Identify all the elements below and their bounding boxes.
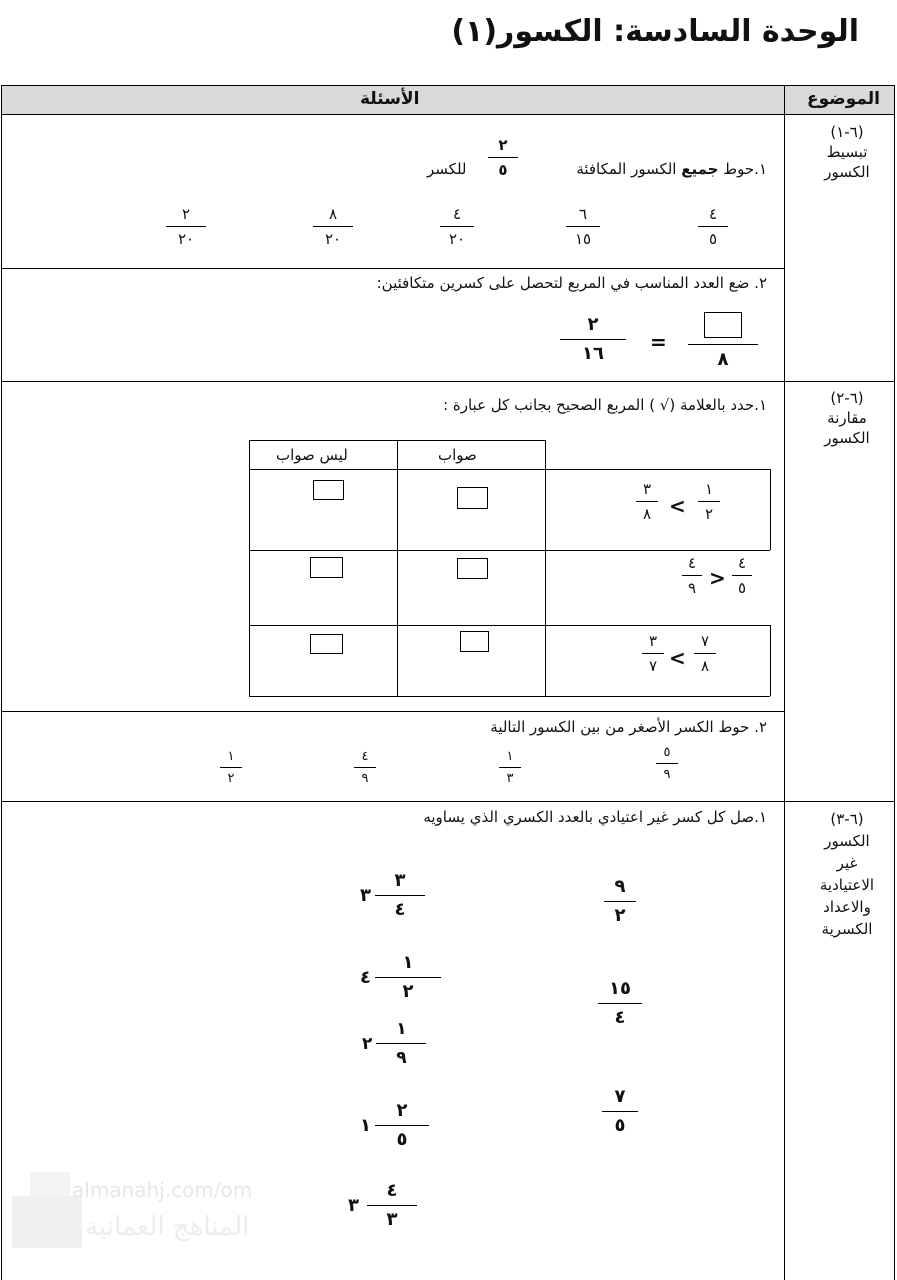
topic-code: (٦-١): [830, 123, 864, 141]
topic-line: تبسيط: [826, 143, 868, 161]
false-checkbox[interactable]: [313, 480, 344, 500]
q1-1-suffix: للكسر: [427, 160, 467, 178]
col-true-header: صواب: [438, 446, 477, 464]
page-title: الوحدة السادسة: الكسور(١): [451, 14, 859, 49]
option-fraction[interactable]: ٢ ٢٠: [166, 205, 206, 248]
compare-a: ١ ٢: [698, 480, 720, 523]
option-fraction[interactable]: ١ ٢: [220, 749, 242, 786]
topic-line: الاعتيادية: [819, 876, 875, 894]
grid-line: [249, 696, 770, 697]
compare-operator: <: [669, 646, 686, 670]
grid-line: [249, 440, 250, 696]
grid-line: [770, 469, 771, 550]
table-border-right: [894, 85, 895, 1280]
option-fraction[interactable]: ٥ ٩: [656, 745, 678, 782]
topic-cell-1: [808, 122, 886, 182]
watermark-name: المناهج العمانية: [85, 1212, 250, 1242]
col-false-header: ليس صواب: [276, 446, 348, 464]
option-fraction[interactable]: ٤ ٢٠: [440, 205, 474, 248]
mixed-number[interactable]: ٣ ٣ ٤: [360, 870, 425, 921]
grid-line: [249, 469, 770, 470]
q2-1-text: ١.حدد بالعلامة (√ ) المربع الصحيح بجانب كل عبارة :: [443, 396, 767, 414]
grid-line: [249, 550, 770, 551]
table-border-left: [1, 85, 2, 1280]
section-divider: [1, 801, 895, 802]
mixed-number[interactable]: ٣ ٤ ٣: [348, 1180, 417, 1231]
compare-operator: <: [669, 494, 686, 518]
q1-1-text: ١.حوط جميع الكسور المكافئة: [576, 160, 767, 178]
topic-column-divider: [784, 85, 785, 1280]
topic-cell-3: [808, 808, 886, 940]
compare-b: ٣ ٧: [642, 632, 664, 675]
topic-cell-2: [808, 388, 886, 448]
watermark-url: almanahj.com/om: [72, 1178, 253, 1202]
option-fraction[interactable]: ١ ٣: [499, 749, 521, 786]
question-divider: [1, 711, 784, 712]
false-checkbox[interactable]: [310, 634, 343, 654]
topic-line: الكسور: [824, 163, 870, 181]
option-fraction[interactable]: ٦ ١٥: [566, 205, 600, 248]
improper-fraction[interactable]: ٩ ٢: [604, 876, 636, 927]
true-checkbox[interactable]: [457, 487, 488, 509]
watermark-logo: [12, 1196, 82, 1248]
section-divider: [1, 381, 895, 382]
option-fraction[interactable]: ٤ ٩: [354, 749, 376, 786]
compare-b: ٤ ٩: [682, 554, 702, 597]
target-fraction: ٢ ٥: [488, 136, 518, 179]
grid-line: [397, 440, 398, 696]
header-topic: الموضوع: [807, 89, 880, 109]
mixed-number[interactable]: ٢ ١ ٩: [362, 1018, 426, 1069]
grid-line: [545, 440, 546, 696]
topic-line: الكسور: [824, 429, 870, 447]
table-header: [1, 85, 895, 115]
improper-fraction[interactable]: ١٥ ٤: [598, 978, 642, 1029]
topic-line: مقارنة: [827, 409, 867, 427]
improper-fraction[interactable]: ٧ ٥: [602, 1086, 638, 1137]
question-divider: [1, 268, 784, 269]
mixed-number[interactable]: ٤ ١ ٢: [360, 952, 441, 1003]
compare-b: ٣ ٨: [636, 480, 658, 523]
topic-line: غير: [836, 854, 858, 872]
q2-2-text: ٢. حوط الكسر الأصغر من بين الكسور التالية: [490, 718, 767, 736]
grid-line: [770, 625, 771, 696]
option-fraction[interactable]: ٨ ٢٠: [313, 205, 353, 248]
option-fraction[interactable]: ٤ ٥: [698, 205, 728, 248]
mixed-number[interactable]: ١ ٢ ٥: [360, 1100, 429, 1151]
compare-a: ٧ ٨: [694, 632, 716, 675]
true-checkbox[interactable]: [457, 558, 488, 579]
false-checkbox[interactable]: [310, 557, 343, 578]
grid-line: [249, 625, 770, 626]
topic-line: الكسور: [824, 832, 870, 850]
equals-sign: =: [650, 330, 667, 354]
topic-line: والاعداد: [823, 898, 871, 916]
answer-box[interactable]: [704, 312, 742, 338]
topic-code: (٦-٣): [830, 810, 864, 828]
q3-1-text: ١.صل كل كسر غير اعتيادي بالعدد الكسري الذي يساويه: [423, 808, 767, 826]
topic-line: الكسرية: [821, 920, 873, 938]
true-checkbox[interactable]: [460, 631, 489, 652]
topic-code: (٦-٢): [830, 389, 864, 407]
header-questions: الأسئلة: [360, 89, 420, 109]
q1-2-text: ٢. ضع العدد المناسب في المربع لتحصل على كسرين متكافئين:: [376, 274, 767, 292]
equivalent-right: ٨: [688, 312, 758, 371]
compare-operator: >: [709, 566, 726, 590]
compare-a: ٤ ٥: [732, 554, 752, 597]
equivalent-left: ٢ ١٦: [560, 314, 626, 365]
